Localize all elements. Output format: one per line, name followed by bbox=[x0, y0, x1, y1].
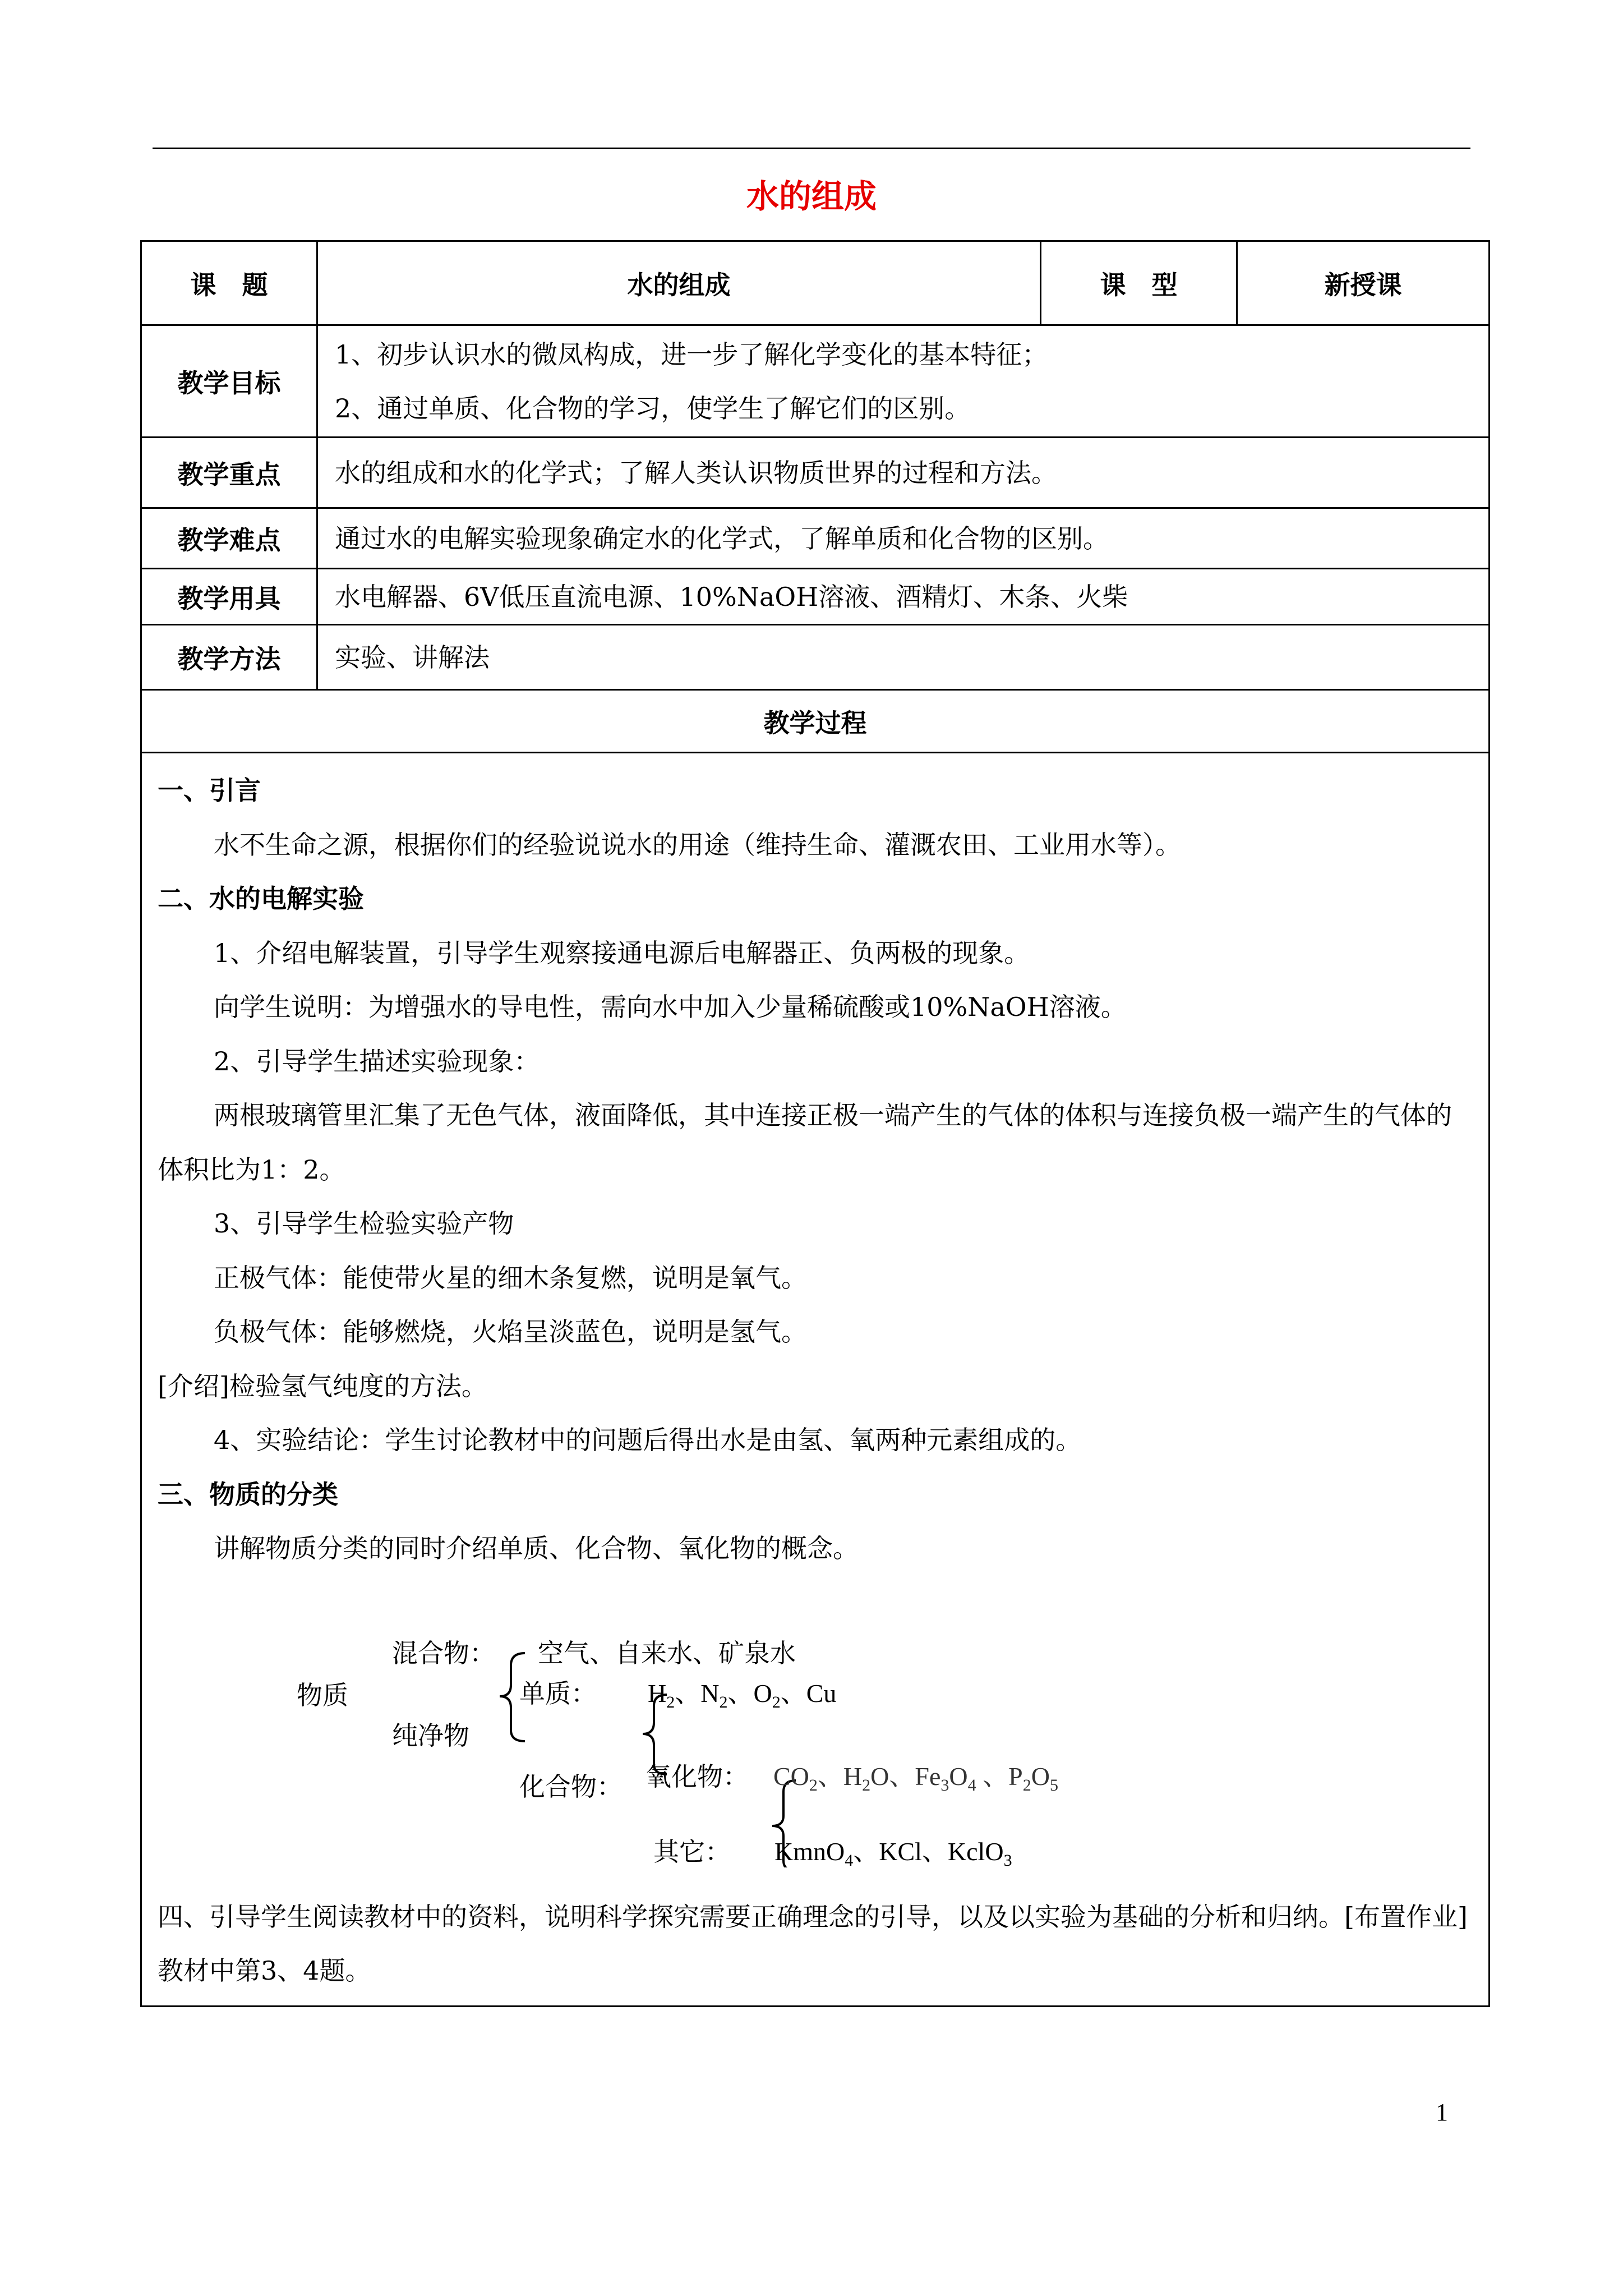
objective-line-2: 2、通过单质、化合物的学习，使学生了解它们的区别。 bbox=[335, 393, 971, 424]
page-number: 1 bbox=[1436, 2099, 1448, 2126]
section-1-title: 一、引言 bbox=[158, 775, 261, 806]
tree-element-items: $H_2$、$N_2$、$O_2$、Cu bbox=[648, 1678, 837, 1711]
row-key-points bbox=[141, 438, 1490, 508]
section-2-step-3: 3、引导学生检验实验产物 bbox=[214, 1208, 514, 1239]
tree-element-label: 单质： bbox=[519, 1678, 597, 1709]
row-methods bbox=[141, 625, 1490, 690]
section-3-paragraph: 讲解物质分类的同时介绍单质、化合物、氧化物的概念。 bbox=[214, 1533, 859, 1563]
methods-text: 实验、讲解法 bbox=[317, 625, 1490, 690]
section-2-step-4: 4、实验结论：学生讨论教材中的问题后得出水是由氢、氧两种元素组成的。 bbox=[214, 1425, 1082, 1455]
topic-value: 水的组成 bbox=[317, 241, 1041, 325]
label-methods: 教学方法 bbox=[141, 625, 317, 690]
row-topic bbox=[141, 241, 1490, 325]
tree-mixture-label: 混合物： bbox=[392, 1637, 495, 1668]
tree-other-label: 其它： bbox=[653, 1836, 731, 1867]
label-objectives: 教学目标 bbox=[141, 325, 317, 438]
type-value: 新授课 bbox=[1237, 241, 1490, 325]
tree-oxide-label: 氧化物： bbox=[645, 1761, 749, 1792]
tree-root: 物质 bbox=[297, 1680, 348, 1710]
objectives-text bbox=[317, 325, 1490, 438]
section-2-step-1: 1、介绍电解装置，引导学生观察接通电源后电解器正、负两极的现象。 bbox=[214, 937, 1030, 968]
tree-oxide-items: $CO_2$、$H_2O$、$Fe_3O_4$ 、$P_2O_5$ bbox=[773, 1761, 1058, 1795]
key-points-text: 水的组成和水的化学式；了解人类认识物质世界的过程和方法。 bbox=[317, 438, 1490, 508]
tree-compound-label: 化合物： bbox=[519, 1771, 623, 1802]
tree-pure-label: 纯净物 bbox=[392, 1720, 469, 1751]
tree-mixture-items: 空气、自来水、矿泉水 bbox=[538, 1637, 796, 1668]
label-key-points: 教学重点 bbox=[141, 438, 317, 508]
header-rule bbox=[153, 148, 1470, 149]
classification-tree bbox=[158, 1576, 1472, 1870]
row-process-body bbox=[141, 753, 1490, 2007]
row-objectives bbox=[141, 325, 1490, 438]
tree-braces bbox=[158, 1576, 1470, 1870]
process-header: 教学过程 bbox=[141, 690, 1490, 753]
label-tools: 教学用具 bbox=[141, 569, 317, 625]
process-body bbox=[141, 753, 1490, 2007]
section-2-negative-gas: 负极气体：能够燃烧，火焰呈淡蓝色，说明是氢气。 bbox=[214, 1317, 807, 1347]
tree-other-items: KmnO$_4$、KCl、KclO$_3$ bbox=[774, 1837, 1012, 1870]
section-4-text: 四、引导学生阅读教材中的资料，说明科学探究需要正确理念的引导，以及以实验为基础的分析和归纳。[布置作业]教材中第3、4题。 bbox=[158, 1901, 1468, 1986]
section-2-note: 向学生说明：为增强水的导电性，需向水中加入少量稀硫酸或10%NaOH溶液。 bbox=[214, 992, 1127, 1022]
lesson-plan-table bbox=[140, 240, 1490, 2007]
section-2-step-2: 2、引导学生描述实验现象： bbox=[214, 1046, 540, 1076]
label-topic: 课 题 bbox=[141, 241, 317, 325]
section-2-positive-gas: 正极气体：能使带火星的细木条复燃，说明是氧气。 bbox=[214, 1262, 807, 1293]
label-difficulties: 教学难点 bbox=[141, 508, 317, 569]
difficulties-text: 通过水的电解实验现象确定水的化学式，了解单质和化合物的区别。 bbox=[317, 508, 1490, 569]
document-title: 水的组成 bbox=[746, 177, 877, 215]
section-1-paragraph: 水不生命之源，根据你们的经验说说水的用途（维持生命、灌溉农田、工业用水等）。 bbox=[214, 829, 1181, 860]
section-2-observation: 两根玻璃管里汇集了无色气体，液面降低，其中连接正极一端产生的气体的体积与连接负极一端产生的气体的体积比为1：2。 bbox=[158, 1100, 1452, 1185]
section-2-title: 二、水的电解实验 bbox=[158, 884, 364, 914]
section-2-intro: [介绍]检验氢气纯度的方法。 bbox=[158, 1370, 487, 1401]
section-3-title: 三、物质的分类 bbox=[158, 1479, 338, 1510]
row-difficulties bbox=[141, 508, 1490, 569]
tools-text: 水电解器、6V低压直流电源、10%NaOH溶液、酒精灯、木条、火柴 bbox=[317, 569, 1490, 625]
label-type: 课 型 bbox=[1041, 241, 1237, 325]
row-tools bbox=[141, 569, 1490, 625]
objective-line-1: 1、初步认识水的微凤构成，进一步了解化学变化的基本特征； bbox=[335, 339, 1048, 370]
row-process-header bbox=[141, 690, 1490, 753]
